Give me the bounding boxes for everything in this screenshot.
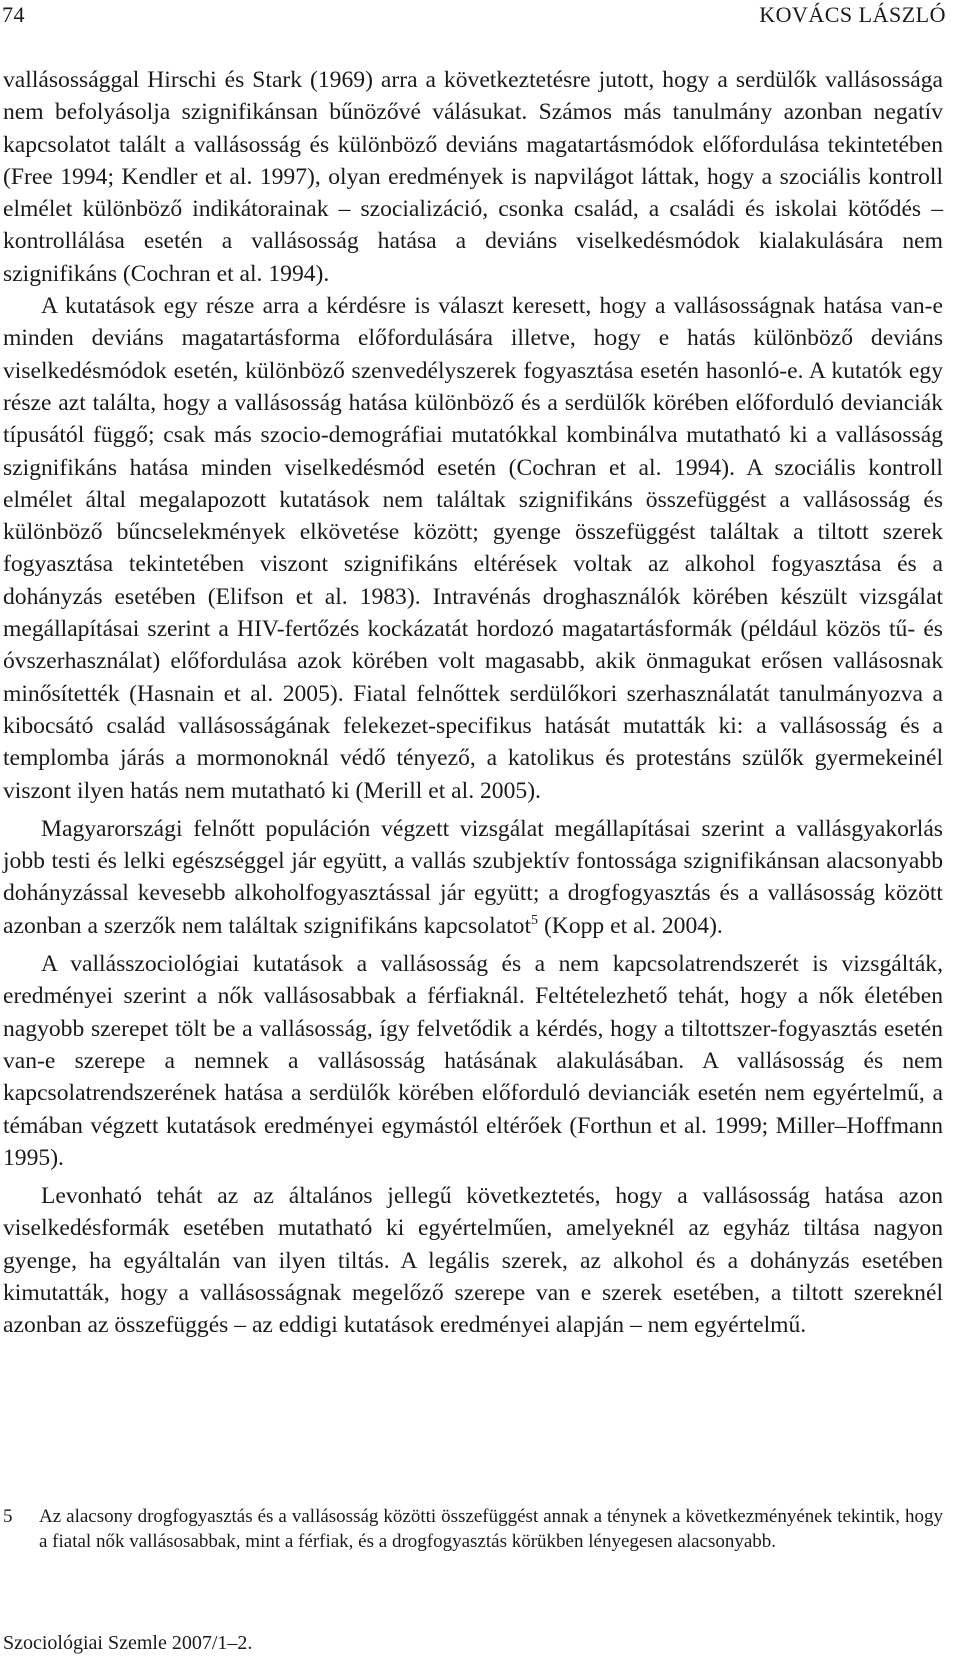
paragraph-3-text: Magyarországi felnőtt populáción végzett vizsgálat megállapításai szerint a vallásgyakorlás jobb testi és lelki egészséggel jár együtt, a vallás szubjektív fontossága szignifikánsan alacsonyabb dohányzással kevesebb alkoholfogyasztással jár együtt; a drogfogyasztás és a vallásosság között azonban a szerzők nem találtak szignifikáns kapcsolatot [3,815,943,939]
paragraph-1: vallásossággal Hirschi és Stark (1969) arra a következtetésre jutott, hogy a serdülők vallásossága nem befolyásolja szignifikánsan bűnözővé válásukat. Számos más tanulmány azonban negatív kapcsolatot talált a vallásosság és különböző deviáns magatartásmódok előfordulása tekintetében (Free 1994; Kendler et al. 1997), olyan eredmények is napvilágot láttak, hogy a szociális kontroll elmélet különböző indikátorainak – szocializáció, csonka család, a családi és iskolai kötődés – kontrollálása esetén a vallásosság hatása a deviáns viselkedésmódok kialakulására nem szignifikáns (Cochran et al. 1994). [3,67,943,287]
paragraph-3-citation: (Kopp et al. 2004). [538,912,723,939]
article-body [3,64,943,1342]
paragraph-2: A kutatások egy része arra a kérdésre is választ keresett, hogy a vallásosságnak hatása van-e minden deviáns magatartásforma előfordulására illetve, hogy e hatás különböző deviáns viselkedésmódok esetén, különböző szenvedélyszerek fogyasztása esetén hasonló-e. A kutatók egy része azt találta, hogy a vallásosság hatása különböző és a serdülők körében előforduló devianciák típusától függő; csak más szocio-demográfiai mutatókkal kombinálva mutatható ki a vallásosság szignifikáns hatása minden viselkedésmód esetén (Cochran et al. 1994). A szociális kontroll elmélet által megalapozott kutatások nem találtak szignifikáns összefüggést a vallásosság és különböző bűncselekmények elkövetése között; gyenge összefüggést találtak a tiltott szerek fogyasztása tekintetében viszont szignifikáns eltérések voltak az alkohol fogyasztása és a dohányzás esetében (Elifson et al. 1983). Intravénás droghasználók körében készült vizsgálat megállapításai szerint a HIV-fertőzés kockázatát hordozó magatartásformák (például közös tű- és óvszerhasználat) előfordulása azok körében volt magasabb, akik önmagukat erősen vallásosnak minősítették (Hasnain et al. 2005). Fiatal felnőttek serdülőkori szerhasználatát tanulmányozva a kibocsátó család vallásosságának felekezet-specifikus hatását mutatták ki: a vallásosság és a templomba járás a mormonoknál védő tényező, a katolikus és protestáns szülők gyermekeinél viszont ilyen hatás nem mutatható ki (Merill et al. 2005). [3,293,943,804]
footnote [3,1505,943,1554]
page-number: 74 [2,2,25,27]
footnotes [3,1505,943,1554]
journal-footer: Szociológiai Szemle 2007/1–2. [3,1632,253,1654]
footnote-reference: 5 [531,912,539,928]
paragraph-3 [3,813,943,942]
paragraph-4: A vallásszociológiai kutatások a vallásosság és a nem kapcsolatrendszerét is vizsgálták, eredményei szerint a nők vallásosabbak a férfiaknál. Feltételezhető tehát, hogy a nők életében nagyobb szerepet tölt be a vallásosság, így felvetődik a kérdés, hogy a tiltottszer-fogyasztás esetén van-e szerepe a nemnek a vallásosság hatásának alakulásában. A vallásosság és nem kapcsolatrendszerének hatása a serdülők körében előforduló devianciák esetén nem egyértelmű, a témában végzett kutatások eredményei egymástól eltérőek (Forthun et al. 1999; Miller–Hoffmann 1995). [3,951,943,1171]
page-header [0,0,960,40]
paragraph-5: Levonható tehát az az általános jellegű következtetés, hogy a vallásosság hatása azon viselkedésformák esetében mutatható ki egyértelműen, amelyeknél az egyház tiltása nagyon gyenge, ha egyáltalán van ilyen tiltás. A legális szerek, az alkohol és a dohányzás esetében kimutatták, hogy a vallásosságnak megelőző szerepe van e szerek esetében, a tiltott szereknél azonban az összefüggés – az eddigi kutatások eredményei alapján – nem egyértelmű. [3,1183,943,1339]
running-head-author: KOVÁCS LÁSZLÓ [759,2,946,27]
footnote-number: 5 [3,1506,13,1527]
footnote-text: Az alacsony drogfogyasztás és a vallásosság közötti összefüggést annak a ténynek a következményének tekintik, hogy a fiatal nők vallásosabbak, mint a férfiak, és a drogfogyasztás körükben lényegesen alacsonyabb. [39,1506,943,1552]
